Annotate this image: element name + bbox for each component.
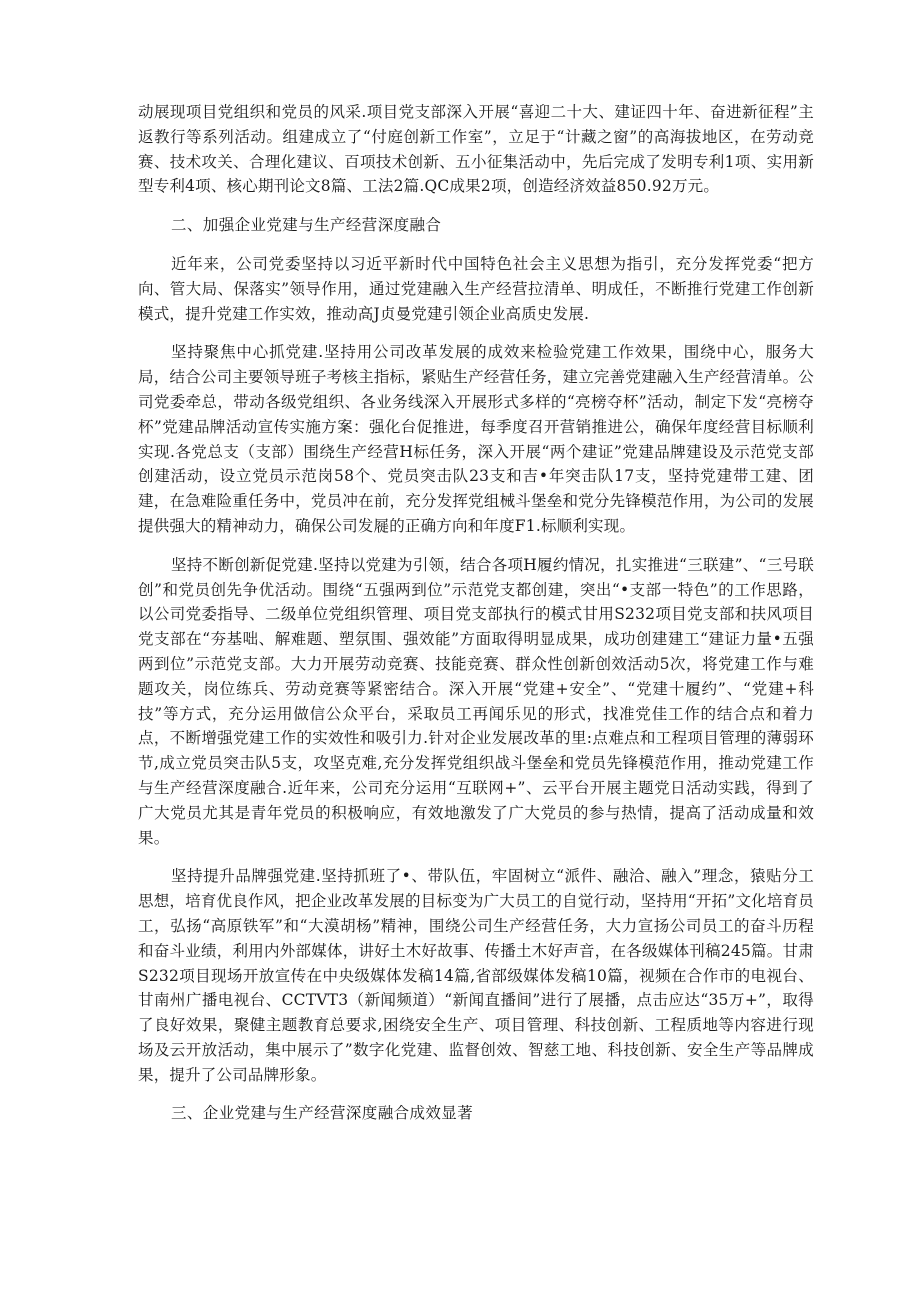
document-page	[138, 100, 814, 1140]
paragraph-intro: 近年来，公司党委坚持以习近平新时代中国特色社会主义思想为指引，充分发挥党委“把方向、管大局、保落实”领导作用，通过党建融入生产经营拉清单、明成任，不断推行党建工作创新模式，提升党建工作实效，推动高J贞曼党建引领企业高质史发展.	[138, 254, 814, 323]
paragraph-focus-center: 坚持聚焦中心抓党建.坚持用公司改革发展的成效来检验党建工作效果，围绕中心，服务大局，结合公司主要领导班子考核主指标，紧贴生产经营任务，建立完善党建融入生产经营清单。公司党委牵总，带动各级党组织、各业务线深入开展形式多样的“亮榜夺杯”活动，制定下发“亮榜夺杯”党建品牌活动宣传实施方案：强化台促推进，每季度召开营销推进公，确保年度经营目标顺利实现.各党总支（支部）围绕生产经营H标任务，深入开展“两个建证”党建品牌建设及示范党支部创建活动，设立党员示范岗58个、党员突击队23支和吉•年突击队17支，坚持党建带工建、团建，在急难险重任务中，党员冲在前，充分发挥党组械斗堡垒和党分先锋模范作用，为公司的发展提供强大的精神动力，确保公司发屣的正确方向和年度F1.标顺利实现。	[138, 343, 814, 535]
paragraph-innovation: 坚持不断创新促党建.坚持以党建为引领，结合各项H履约情况，扎实推进“三联建”、“三号联创”和党员创先争优活动。围绕“五强两到位”示范党支都创建，突出“•支部一特色”的工作思路，以公司党委指导、二级单位党组织管理、项目党支部执行的模式甘用S232项目党支部和扶风项目党支部在“夯基咄、解难题、塑氛围、强效能”方面取得明显成果，成功创建建工“建证力量•五强两到位”示范党支部。大力开展劳动竞赛、技能竞赛、群众性创新创效活动5次，将党建工作与难题攻关，岗位练兵、劳动竞赛等紧密结合。深入开展“党建+安全”、“党建十履约”、“党建+科技”等方式，充分运用做信公众平台，采取员工再闻乐见的形式，找准党佳工作的结合点和着力点，不断增强党建工作的实效性和吸引力.针对企业发展改革的里:点难点和工程项目管理的薄弱环节,成立党员突击队5支，攻坚克难,充分发挥党组织战斗堡垒和党员先锋模范作用，推动党建工作与生产经营深度融合.近年来，公司充分运用“互联网+”、云平台开展主题党日活动实践，得到了广大党员尤其是青年党员的积极响应，有效地激发了广大党员的参与热情，提高了活动成量和效果。	[138, 555, 814, 847]
paragraph-brand: 坚持提升品牌强党建.坚持抓班了•、带队伍，牢固树立“派件、融洽、融入”理念，猿贴分工思想，培育优良作风，把企业改革发展的目标变为广大员工的自觉行动，坚持用“开拓”文化培育员工，弘扬“高原铁军”和“大漠胡杨”精神，围绕公司生产经营任务，大力宣扬公司员工的奋斗历程和奋斗业绩，利用内外部媒体，讲好土木好故事、传播土木好声音，在各级媒体刊稿245篇。甘肃S232项目现场开放宣传在中央级媒体发稿14篇,省部级媒体发稿10篇，视频在合作市的电视台、甘南州广播电视台、CCTVT3（新闻频道）“新闻直播间”进行了展播，点击应达“35万+”，取得了良好效果，聚健主题教育总要求,困绕安全生产、项目管理、科技创新、工程质地等内容进行现场及云开放活动，集中展示了”数字化党建、监督创效、智慈工地、科技创新、安全生产等品牌成果，提升了公司品牌形象。	[138, 867, 814, 1084]
section-heading-3: 三、企业党建与生产经营深度融合成效显著	[171, 1104, 474, 1123]
paragraph-continuation: 动展现项目党组织和党员的风采.项目党支部深入开展“喜迎二十大、建证四十年、奋进新征程”主返教行等系列活动。组建成立了“付庭创新工作室”，立足于“计藏之窗”的高海拔地区，在劳动竞赛、技术攻关、合理化建议、百项技术创新、五小征集活动中，先后完成了发明专利1项、实用新型专利4项、核心期刊论文8篇、工法2篇.QC成果2项，创造经济效益850.92万元。	[138, 103, 814, 196]
section-heading-2: 二、加强企业党建与生产经营深度融合	[171, 216, 442, 235]
